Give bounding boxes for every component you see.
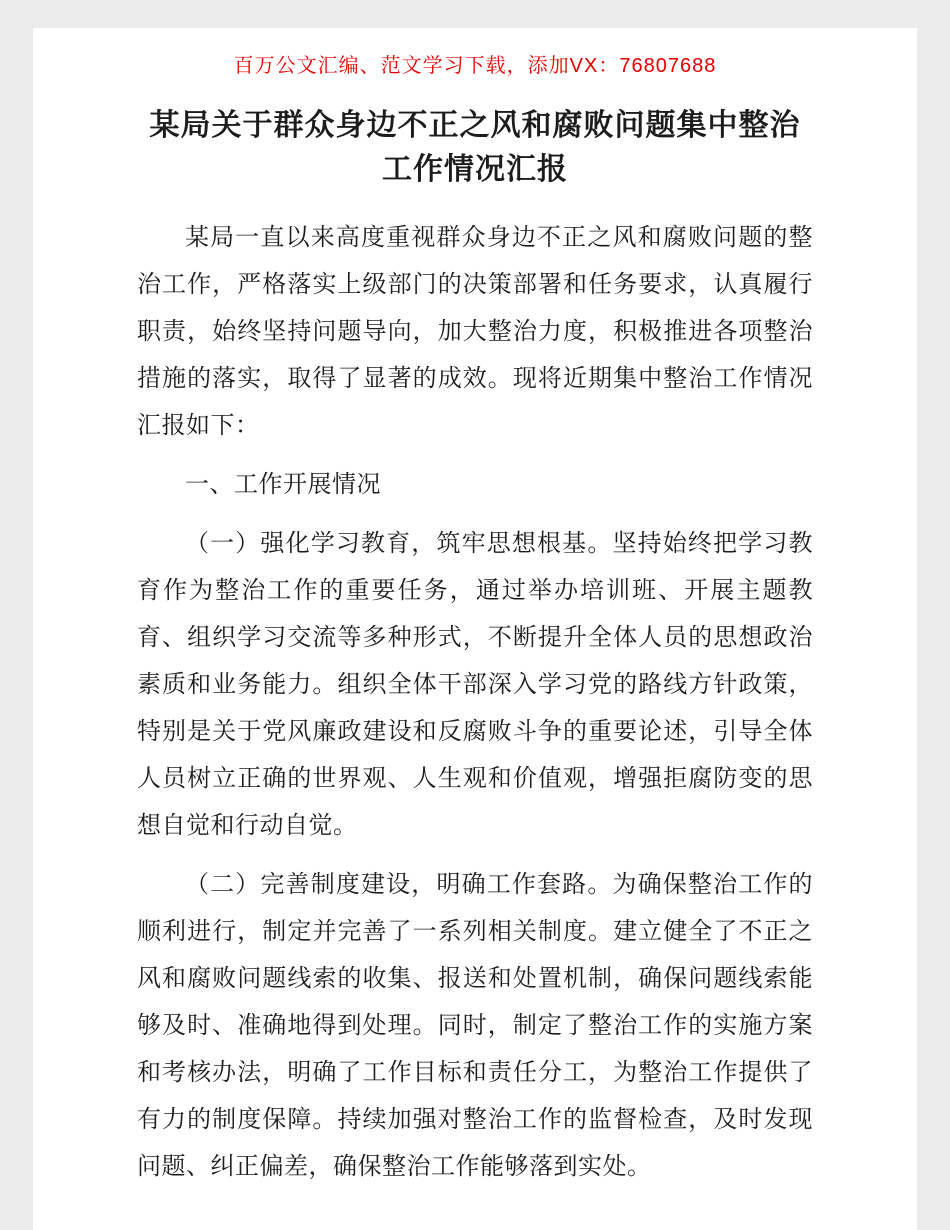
document-title: 某局关于群众身边不正之风和腐败问题集中整治工作情况汇报 bbox=[149, 109, 801, 186]
section-heading-1: 一、工作开展情况 bbox=[185, 471, 381, 498]
paragraph-intro: 某局一直以来高度重视群众身边不正之风和腐败问题的整治工作，严格落实上级部门的决策部署和任务要求，认真履行职责，始终坚持问题导向，加大整治力度，积极推进各项整治措施的落实，取得了显著的成效。现将近期集中整治工作情况汇报如下： bbox=[137, 224, 813, 439]
document-page bbox=[33, 28, 917, 1230]
promo-notice: 百万公文汇编、范文学习下载，添加VX：76807688 bbox=[233, 55, 717, 77]
paragraph-section1-item2: （二）完善制度建设，明确工作套路。为确保整治工作的顺利进行，制定并完善了一系列相关制度。建立健全了不正之风和腐败问题线索的收集、报送和处置机制，确保问题线索能够及时、准确地得到处理。同时，制定了整治工作的实施方案和考核办法，明确了工作目标和责任分工，为整治工作提供了有力的制度保障。持续加强对整治工作的监督检查，及时发现问题、纠正偏差，确保整治工作能够落到实处。 bbox=[137, 871, 813, 1180]
paragraph-section1-item1: （一）强化学习教育，筑牢思想根基。坚持始终把学习教育作为整治工作的重要任务，通过举办培训班、开展主题教育、组织学习交流等多种形式，不断提升全体人员的思想政治素质和业务能力。组织全体干部深入学习党的路线方针政策，特别是关于党风廉政建设和反腐败斗争的重要论述，引导全体人员树立正确的世界观、人生观和价值观，增强拒腐防变的思想自觉和行动自觉。 bbox=[137, 530, 813, 839]
